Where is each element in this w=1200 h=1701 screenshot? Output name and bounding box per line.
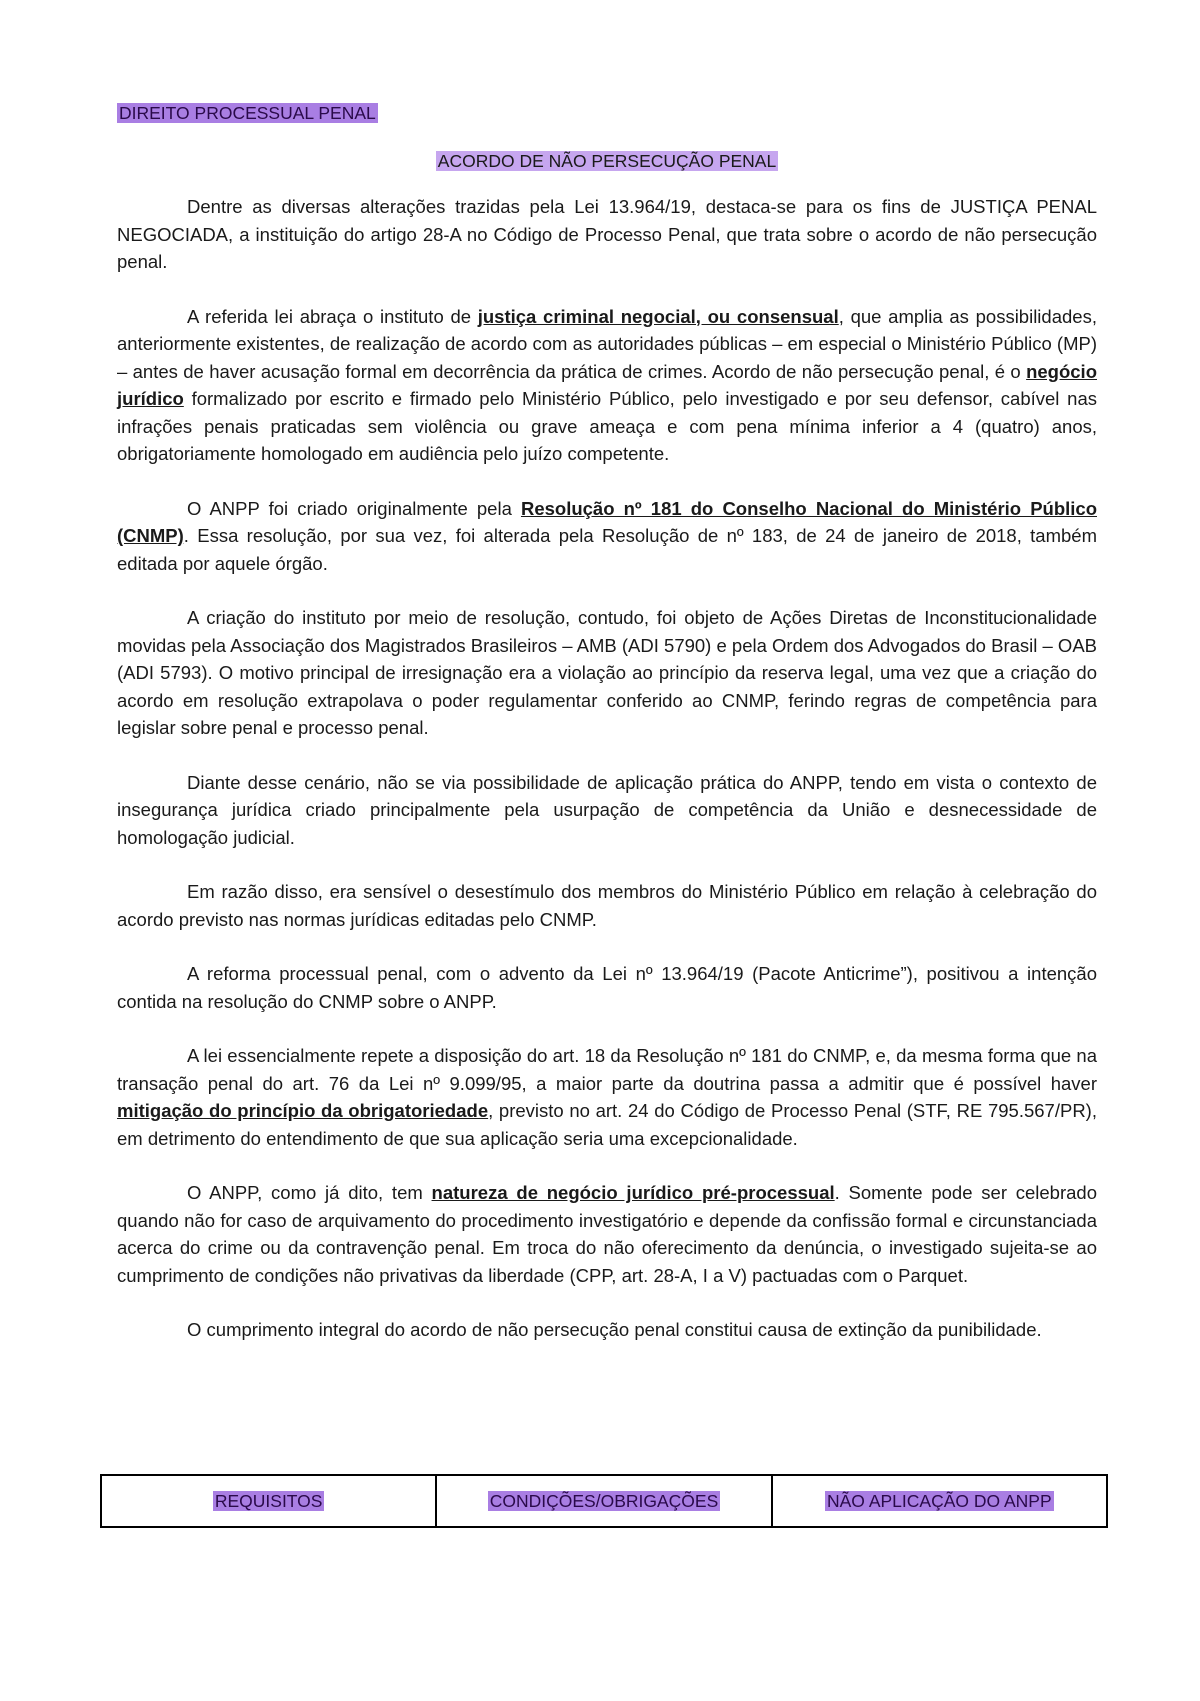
paragraph-1: Dentre as diversas alterações trazidas pela Lei 13.964/19, destaca-se para os fins de JUSTIÇA PENAL NEGOCIADA, a instituição do artigo 28-A no Código de Processo Penal, que trata sobre o acordo de não persecução penal. [117,196,1097,272]
underlined-term: mitigação do princípio da obrigatoriedade [117,1100,489,1121]
table-header-cell [436,1475,771,1527]
paragraph-5: Diante desse cenário, não se via possibilidade de aplicação prática do ANPP, tendo em vista o contexto de insegurança jurídica criado principalmente pela usurpação de competência da União e desnecessidade de homologação judicial. [117,771,1097,848]
header-nao-aplicacao: NÃO APLICAÇÃO DO ANPP [827,1490,1052,1511]
paragraph-7: A reforma processual penal, com o advento da Lei nº 13.964/19 (Pacote Anticrime”), positivou a intenção contida na resolução do CNMP sobre o ANPP. [117,963,1097,1012]
underlined-term: natureza de negócio jurídico pré-processual [431,1182,835,1203]
subject-heading [117,100,1097,128]
paragraph-3: O ANPP foi criado originalmente pela Resolução nº 181 do Conselho Nacional do Ministério Público (CNMP). Essa resolução, por sua vez, foi alterada pela Resolução de nº 183, de 24 de janeiro de 2018, também editada por aquele órgão. [117,497,1097,574]
paragraph-2: A referida lei abraça o instituto de justiça criminal negocial, ou consensual, que amplia as possibilidades, anteriormente existentes, de realização de acordo com as autoridades públicas – em especial o Ministério Público (MP) – antes de haver acusação formal em decorrência da prática de crimes. Acordo de não persecução penal, é o negócio jurídico formalizado por escrito e firmado pelo Ministério Público, pelo investigado e por seu defensor, cabível nas infrações penais praticadas sem violência ou grave ameaça e com pena mínima inferior a 4 (quatro) anos, obrigatoriamente homologado em audiência pelo juízo competente. [117,305,1097,464]
subject-label: DIREITO PROCESSUAL PENAL [119,103,376,123]
paragraph-9: O ANPP, como já dito, tem natureza de negócio jurídico pré-processual. Somente pode ser celebrado quando não for caso de arquivamento do procedimento investigatório e depende da confissão formal e circunstanciada acerca do crime ou da contravenção penal. Em troca do não oferecimento da denúncia, o investigado sujeita-se ao cumprimento de condições não privativas da liberdade (CPP, art. 28-A, I a V) pactuadas com o Parquet. [117,1182,1097,1286]
underlined-term: Resolução nº 181 do Conselho Nacional do Ministério Público (CNMP) [117,497,1097,546]
requirements-table [100,1474,1108,1528]
table-header-row [101,1475,1107,1527]
table-header-cell [101,1475,436,1527]
paragraph-8: A lei essencialmente repete a disposição do art. 18 da Resolução nº 181 do CNMP, e, da mesma forma que na transação penal do art. 76 da Lei nº 9.099/95, a maior parte da doutrina passa a admitir que é possível haver mitigação do princípio da obrigatoriedade, previsto no art. 24 do Código de Processo Penal (STF, RE 795.567/PR), em detrimento do entendimento de que sua aplicação seria uma excepcionalidade. [117,1045,1097,1149]
paragraph-6: Em razão disso, era sensível o desestímulo dos membros do Ministério Público em relação à celebração do acordo previsto nas normas jurídicas editadas pelo CNMP. [117,881,1097,930]
header-condicoes: CONDIÇÕES/OBRIGAÇÕES [489,1490,719,1511]
underlined-term: negócio jurídico [117,360,1097,409]
paragraph-10: O cumprimento integral do acordo de não persecução penal constitui causa de extinção da punibilidade. [187,1319,1042,1340]
paragraph-4: A criação do instituto por meio de resolução, contudo, foi objeto de Ações Diretas de Inconstitucionalidade movidas pela Associação dos Magistrados Brasileiros – AMB (ADI 5790) e pela Ordem dos Advogados do Brasil – OAB (ADI 5793). O motivo principal de irresignação era a violação ao princípio da reserva legal, uma vez que a criação do acordo em resolução extrapolava o poder regulamentar conferido ao CNMP, ferindo regras de competência para legislar sobre penal e processo penal. [117,607,1097,738]
title-label: ACORDO DE NÃO PERSECUÇÃO PENAL [437,150,777,171]
document-body [117,100,1097,1371]
table-header-cell [772,1475,1107,1527]
underlined-term: justiça criminal negocial, ou consensual [477,305,839,327]
header-requisitos: REQUISITOS [214,1490,323,1511]
document-title [117,148,1097,176]
